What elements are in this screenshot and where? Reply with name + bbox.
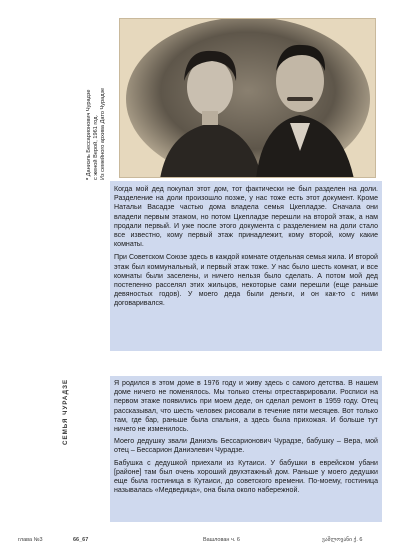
footer-street-georgian: ვაშლოვანი ქ. 6 (322, 537, 363, 543)
family-photo (119, 18, 376, 178)
footer-chapter: глава №3 (18, 537, 43, 543)
footer-page-range: 66_67 (73, 537, 89, 543)
body-text-block-bottom (110, 376, 382, 522)
page-footer (0, 537, 400, 551)
footer-street: Вашлован ч. 6 (203, 537, 240, 543)
paragraph-1: Когда мой дед покупал этот дом, тот фактически не был разделен на доли. Разделение на доли произошло позже, у нас тоже есть этот документ. Кроме Натальи Васадзе частью дома владела семья Цкепладзе. Сначала они владели первым этажом, но потом Цкепладзе перешли на второй этаж, а нам продали первый. И уже после этого документа с разделением на доли стало все известно, кому первый этаж принадлежит, кому второй, кому какие комнаты. (114, 186, 378, 249)
paragraph-2: При Советском Союзе здесь в каждой комнате отдельная семья жила. И второй этаж был коммунальный, и первый этаж тоже. У нас было шесть комнат, и все комнаты были заселены, и ничего нельзя было сделать. А потом мой дед постепенно расселял этих жильцов, некоторые сами перешли (еще раньше девяностых годов). У моего деда были деньги, и он как-то с ними договаривался. (114, 254, 378, 308)
caption-line-2: с женой Верой, 1961 год. (93, 114, 99, 180)
photo-caption (86, 87, 116, 180)
photo-image (120, 19, 376, 178)
paragraph-4: Моего дедушку звали Даниэль Бессарионович Чурадзе, бабушку – Вера, мой отец – Бессарион Даниэлевич Чурадзе. (114, 438, 378, 455)
caption-line-1: Даниэль Бессарионович Чурадзе (86, 89, 92, 177)
body-text-block-top (110, 181, 382, 351)
paragraph-3: Я родился в этом доме в 1976 году и живу здесь с самого детства. В нашем доме ничего не поменялось. Мы только стены отреставрировали. Росписи на первом этаже появились при моем деде, он сделал ремонт в 1959 году. Отец рассказывал, что шесть человек рисовали в течение пяти месяцев. Вот только там, где бар, раньше была спальня, а здесь была прихожая. И больше тут ничего не изменилось. (114, 380, 378, 434)
section-label-text: СЕМЬЯ ЧУРАДЗЕ (62, 378, 69, 445)
paragraph-5: Бабушка с дедушкой приехали из Кутаиси. У бабушки в еврейском убани [районе] там был очень хороший двухэтажный дом. Раньше у моего дедушки еще была гостиница в Кутаиси, до советского времени. По-моему, гостиница называлась «Медведица», она была около набережной. (114, 459, 378, 495)
section-label (62, 375, 72, 445)
caption-marker: * (86, 176, 92, 180)
caption-line-3: Из семейного архива Дато Чурадзе (100, 87, 106, 180)
